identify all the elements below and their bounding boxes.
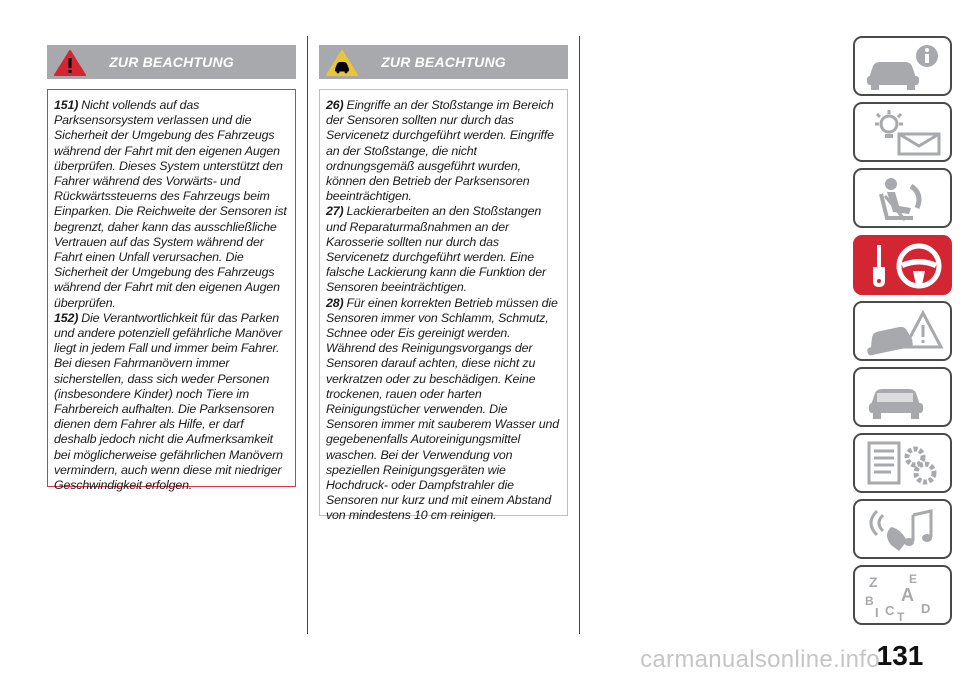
warning-paragraph-151 bbox=[54, 98, 289, 311]
tab-index[interactable] bbox=[853, 565, 952, 625]
left-warning-header bbox=[47, 45, 296, 79]
index-letter: B bbox=[865, 594, 874, 608]
right-warning-box bbox=[319, 89, 568, 523]
watermark: carmanualsonline.info bbox=[640, 646, 880, 673]
paragraph-text: Lackierarbeiten an den Stoßstangen und Reparaturmaßnahmen an der Karosserie sollten nur durch das Servicenetz durchgeführt werden. Eine falsche Lackierung kann die Funktion der Sensoren beeinträchtigen. bbox=[326, 204, 546, 295]
caution-paragraph-26 bbox=[326, 98, 561, 204]
index-letter: E bbox=[909, 572, 918, 586]
car-service-icon bbox=[861, 373, 947, 423]
tab-car-info[interactable] bbox=[853, 36, 952, 96]
caution-paragraph-27 bbox=[326, 204, 561, 295]
left-warning-title: ZUR BEACHTUNG bbox=[109, 54, 234, 70]
paragraph-text: Eingriffe an der Stoßstange im Bereich der Sensoren sollten nur durch das Servicenetz durchgeführt werden. Eingriffe an der Stoßstange, die nicht ordnungsgemäß ausgeführt wurden, können den Betrieb der Parksensoren beeinträchtigen. bbox=[326, 98, 554, 204]
key-steering-wheel-icon bbox=[861, 241, 947, 291]
seat-airbag-icon bbox=[861, 174, 947, 224]
page-number: 131 bbox=[876, 640, 924, 671]
multimedia-music-icon bbox=[861, 505, 947, 555]
tab-specifications[interactable] bbox=[853, 433, 952, 493]
index-letter: T bbox=[897, 610, 905, 621]
tab-maintenance[interactable] bbox=[853, 367, 952, 427]
index-letter: A bbox=[901, 585, 914, 605]
car-accident-warning-icon bbox=[861, 307, 947, 357]
column-divider-left bbox=[307, 36, 308, 634]
tab-starting-driving[interactable] bbox=[853, 235, 952, 295]
specs-gears-icon bbox=[861, 439, 947, 489]
paragraph-text: Die Verantwortlichkeit für das Parken und andere potenziell gefährliche Manöver liegt in jedem Fall und immer beim Fahrer. Bei diesen Fahrmanövern immer sicherstellen, dass sich weder Personen (insbesondere Kinder) noch Tiere im Fahrbereich aufhalten. Die Parksensoren dienen dem Fahrer als Hilfe, er darf deshalb jedoch nicht die Aufmerksamkeit bei möglicherweise gefährlichen Manövern vermindern, auch wenn diese mit niedriger Geschwindigkeit erfolgen. bbox=[54, 310, 283, 493]
car-info-icon bbox=[861, 42, 947, 92]
paragraph-text: Für einen korrekten Betrieb müssen die Sensoren immer von Schlamm, Schmutz, Schnee oder Eis gereinigt werden. Während des Reinigungsvorgangs der Sensoren darauf achten, diese nicht zu verkratzen oder zu beschädigen. Keine trockenen, rauen oder harten Reinigungstücher verwenden. Die Sensoren immer mit sauberem Wasser und gegebenenfalls Autoreinigungsmittel waschen. Bei der Verwendung von speziellen Reinigungsgeräten wie Hochdruck- oder Dampfstrahler die Sensoren nur kurz und mit einem Abstand von mindestens 10 cm reinigen. bbox=[326, 295, 560, 523]
tab-multimedia[interactable] bbox=[853, 499, 952, 559]
caution-paragraph-28 bbox=[326, 296, 561, 524]
paragraph-number: 27) bbox=[326, 204, 344, 219]
right-warning-title: ZUR BEACHTUNG bbox=[381, 54, 506, 70]
tab-safety[interactable] bbox=[853, 168, 952, 228]
paragraph-number: 26) bbox=[326, 98, 344, 112]
index-letter: Z bbox=[869, 574, 878, 590]
paragraph-number: 151) bbox=[54, 98, 79, 112]
right-warning-header bbox=[319, 45, 568, 79]
index-letter: I bbox=[875, 605, 879, 620]
paragraph-number: 152) bbox=[54, 310, 79, 325]
left-warning-box bbox=[47, 89, 296, 493]
index-letter: D bbox=[921, 601, 931, 616]
alphabetical-index-icon bbox=[861, 571, 947, 621]
tab-emergency[interactable] bbox=[853, 301, 952, 361]
paragraph-number: 28) bbox=[326, 295, 344, 310]
warning-paragraph-152 bbox=[54, 311, 289, 493]
column-divider-right bbox=[579, 36, 580, 634]
tab-warning-lights[interactable] bbox=[853, 102, 952, 162]
index-letter: C bbox=[885, 603, 895, 618]
warning-lights-envelope-icon bbox=[861, 108, 947, 158]
paragraph-text: Nicht vollends auf das Parksensorsystem verlassen und die Sicherheit der Umgebung des Fahrzeugs während der Fahrt mit den eigenen Augen überprüfen. Dieses System unterstützt den Fahrer während des Vorwärts- und Rückwärtssteuerns des Fahrzeugs beim Einparken. Die Reichweite der Sensoren ist begrenzt, daher kann das ausschließliche Vertrauen auf das System während der Fahrt einen Unfall verursachen. Die Sicherheit der Umgebung des Fahrzeugs während der Fahrt mit den eigenen Augen überprüfen. bbox=[54, 98, 287, 310]
